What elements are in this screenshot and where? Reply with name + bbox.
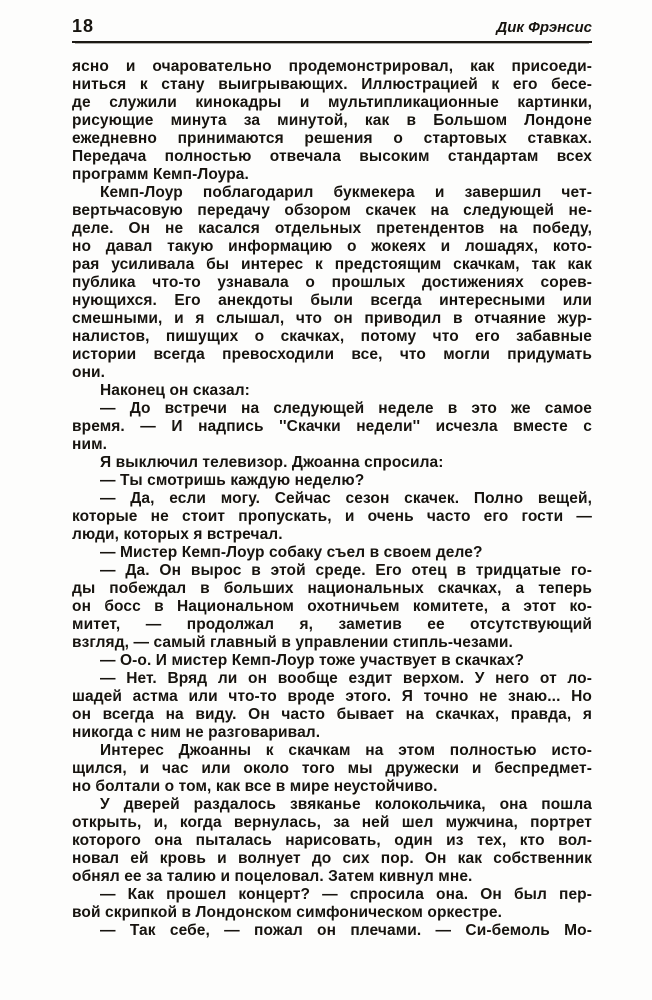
text-line: щился, и час или около того мы дружески и беспредмет- [72, 760, 592, 777]
running-head: Дик Фрэнсис [496, 19, 592, 36]
text-line: истории всегда превосходили все, что могли придумать [72, 346, 592, 363]
text-line: Наконец он сказал: [100, 382, 250, 399]
paragraph [72, 922, 592, 940]
text-line: обнял ее за талию и поцеловал. Затем кивнул мне. [72, 868, 473, 885]
text-line: шадей астма или что-то вроде этого. Я точно не знаю... Но [72, 688, 592, 705]
paragraph [72, 490, 592, 544]
text-line: — До встречи на следующей неделе в это же самое [100, 400, 592, 417]
text-line: У дверей раздалось звяканье колокольчика, она пошла [100, 796, 592, 813]
text-line: налистов, пишущих о скачках, потому что его забавные [72, 328, 592, 345]
text-line: — Как прошел концерт? — спросила она. Он был пер- [100, 886, 592, 903]
text-line: вой скрипкой в Лондонском симфоническом оркестре. [72, 904, 503, 921]
text-line: открыть, и, когда вернулась, за ней шел мужчина, портрет [72, 814, 592, 831]
text-line: люди, которых я встречал. [72, 526, 283, 543]
page-text [72, 58, 592, 940]
paragraph [72, 58, 592, 184]
text-line: — Нет. Вряд ли он вообще ездит верхом. У него от ло- [100, 670, 592, 687]
paragraph [72, 544, 592, 562]
paragraph [72, 562, 592, 652]
paragraph [72, 382, 592, 400]
paragraph [72, 184, 592, 382]
text-line: ежедневно принимаются решения о стартовых ставках. [72, 130, 592, 147]
text-line: митет, — продолжал я, заметив ее отсутствующий [72, 616, 592, 633]
text-line: ним. [72, 436, 108, 453]
text-line: публика что-то узнавала о прошлых достижениях сорев- [72, 274, 592, 291]
text-line: вертьчасовую передачу обзором скачек на следующей не- [72, 202, 592, 219]
text-line: которого она пыталась нарисовать, один из тех, кто вол- [72, 832, 592, 849]
paragraph [72, 454, 592, 472]
text-line: он всегда на виду. Он часто бывает на скачках, правда, я [72, 706, 592, 723]
text-line: но болтали о том, как все в мире неустойчиво. [72, 778, 438, 795]
paragraph [72, 652, 592, 670]
text-line: рисующие минута за минутой, как в Большом Лондоне [72, 112, 592, 129]
text-line: Кемп-Лоур поблагодарил букмекера и завершил чет- [100, 184, 592, 201]
paragraph [72, 886, 592, 922]
text-line: смешными, и я слышал, что он приводил в отчаяние жур- [72, 310, 592, 327]
text-line: которые не стоит пропускать, и очень часто его гости — [72, 508, 592, 525]
text-line: — Да, если могу. Сейчас сезон скачек. Полно вещей, [100, 490, 592, 507]
text-line: но давал такую информацию о жокеях и лошадях, кото- [72, 238, 592, 255]
text-line: — Мистер Кемп-Лоур собаку съел в своем деле? [100, 544, 483, 561]
paragraph [72, 472, 592, 490]
text-line: взгляд, — самый главный в управлении стипль-чезами. [72, 634, 513, 651]
text-line: Я выключил телевизор. Джоанна спросила: [100, 454, 444, 471]
text-line: ниться к стану выигрывающих. Иллюстрацией к его бесе- [72, 76, 592, 93]
text-line: деле. Он не касался отдельных претендентов на победу, [72, 220, 592, 237]
page-number: 18 [72, 16, 95, 36]
paragraph [72, 670, 592, 742]
text-line: время. — И надпись ''Скачки недели'' исчезла вместе с [72, 418, 592, 435]
text-line: ясно и очаровательно продемонстрировал, как присоеди- [72, 58, 592, 75]
text-line: де служили кинокадры и мультипликационные картинки, [72, 94, 592, 111]
paragraph [72, 742, 592, 796]
paragraph [72, 796, 592, 886]
text-line: никогда с ним не разговаривал. [72, 724, 321, 741]
text-line: они. [72, 364, 106, 381]
text-line: — Ты смотришь каждую неделю? [100, 472, 365, 489]
text-line: он босс в Национальном охотничьем комитете, а этот ко- [72, 598, 592, 615]
page-header [72, 16, 592, 43]
text-line: ды побеждал в больших национальных скачках, а теперь [72, 580, 592, 597]
text-line: Передача полностью отвечала высоким стандартам всех [72, 148, 592, 165]
paragraph [72, 400, 592, 454]
text-line: рая усиливала бы интерес к предстоящим скачкам, так как [72, 256, 592, 273]
text-line: — Да. Он вырос в этой среде. Его отец в тридцатые го- [100, 562, 592, 579]
text-line: — О-о. И мистер Кемп-Лоур тоже участвует в скачках? [100, 652, 525, 669]
text-line: Интерес Джоанны к скачкам на этом полностью исто- [100, 742, 592, 759]
text-line: программ Кемп-Лоура. [72, 166, 249, 183]
text-line: — Так себе, — пожал он плечами. — Си-бемоль Мо- [100, 922, 592, 939]
text-line: нующихся. Его анекдоты были всегда интересными или [72, 292, 592, 309]
text-line: новал ей кровь и волнует до сих пор. Он как собственник [72, 850, 592, 867]
